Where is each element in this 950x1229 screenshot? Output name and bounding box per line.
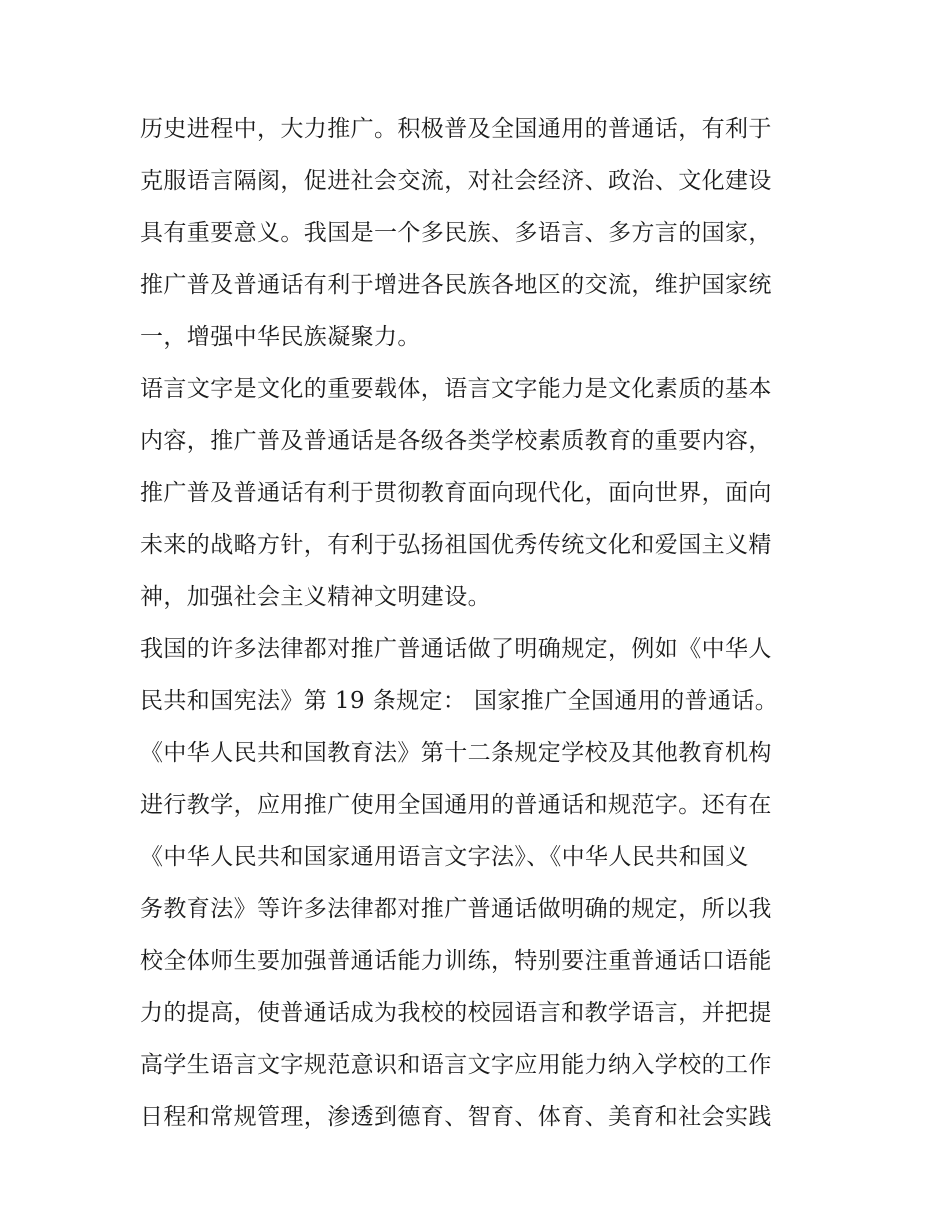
text-line: 历史进程中，大力推广。积极普及全国通用的普通话，有利于 (140, 116, 772, 142)
text-line: 日程和常规管理，渗透到德育、智育、体育、美育和社会实践 (140, 1104, 772, 1130)
text-line: 校全体师生要加强普通话能力训练，特别要注重普通话口语能 (140, 948, 772, 974)
text-line: 务教育法》等许多法律都对推广普通话做明确的规定，所以我 (140, 896, 772, 922)
text-line: 推广普及普通话有利于贯彻教育面向现代化，面向世界，面向 (140, 480, 772, 506)
text-line: 《中华人民共和国教育法》第十二条规定学校及其他教育机构 (140, 740, 772, 766)
text-line: 力的提高，使普通话成为我校的校园语言和教学语言，并把提 (140, 1000, 772, 1026)
text-line: 进行教学，应用推广使用全国通用的普通话和规范字。还有在 (140, 792, 772, 818)
text-line: 未来的战略方针，有利于弘扬祖国优秀传统文化和爱国主义精 (140, 532, 772, 558)
text-line: 《中华人民共和国家通用语言文字法》、《中华人民共和国义 (140, 844, 749, 870)
text-line: 具有重要意义。我国是一个多民族、多语言、多方言的国家， (140, 220, 772, 246)
text-line: 内容，推广普及普通话是各级各类学校素质教育的重要内容， (140, 428, 772, 454)
text-line: 我国的许多法律都对推广普通话做了明确规定，例如《中华人 (140, 636, 772, 662)
text-line: 高学生语言文字规范意识和语言文字应用能力纳入学校的工作 (140, 1052, 772, 1078)
text-line: 一，增强中华民族凝聚力。 (140, 324, 421, 350)
text-line: 神，加强社会主义精神文明建设。 (140, 584, 491, 610)
text-line: 语言文字是文化的重要载体，语言文字能力是文化素质的基本 (140, 376, 772, 402)
text-line: 民共和国宪法》第 19 条规定： 国家推广全国通用的普通话。 (140, 688, 779, 714)
text-line: 克服语言隔阂，促进社会交流，对社会经济、政治、文化建设 (140, 168, 772, 194)
text-line: 推广普及普通话有利于增进各民族各地区的交流，维护国家统 (140, 272, 772, 298)
